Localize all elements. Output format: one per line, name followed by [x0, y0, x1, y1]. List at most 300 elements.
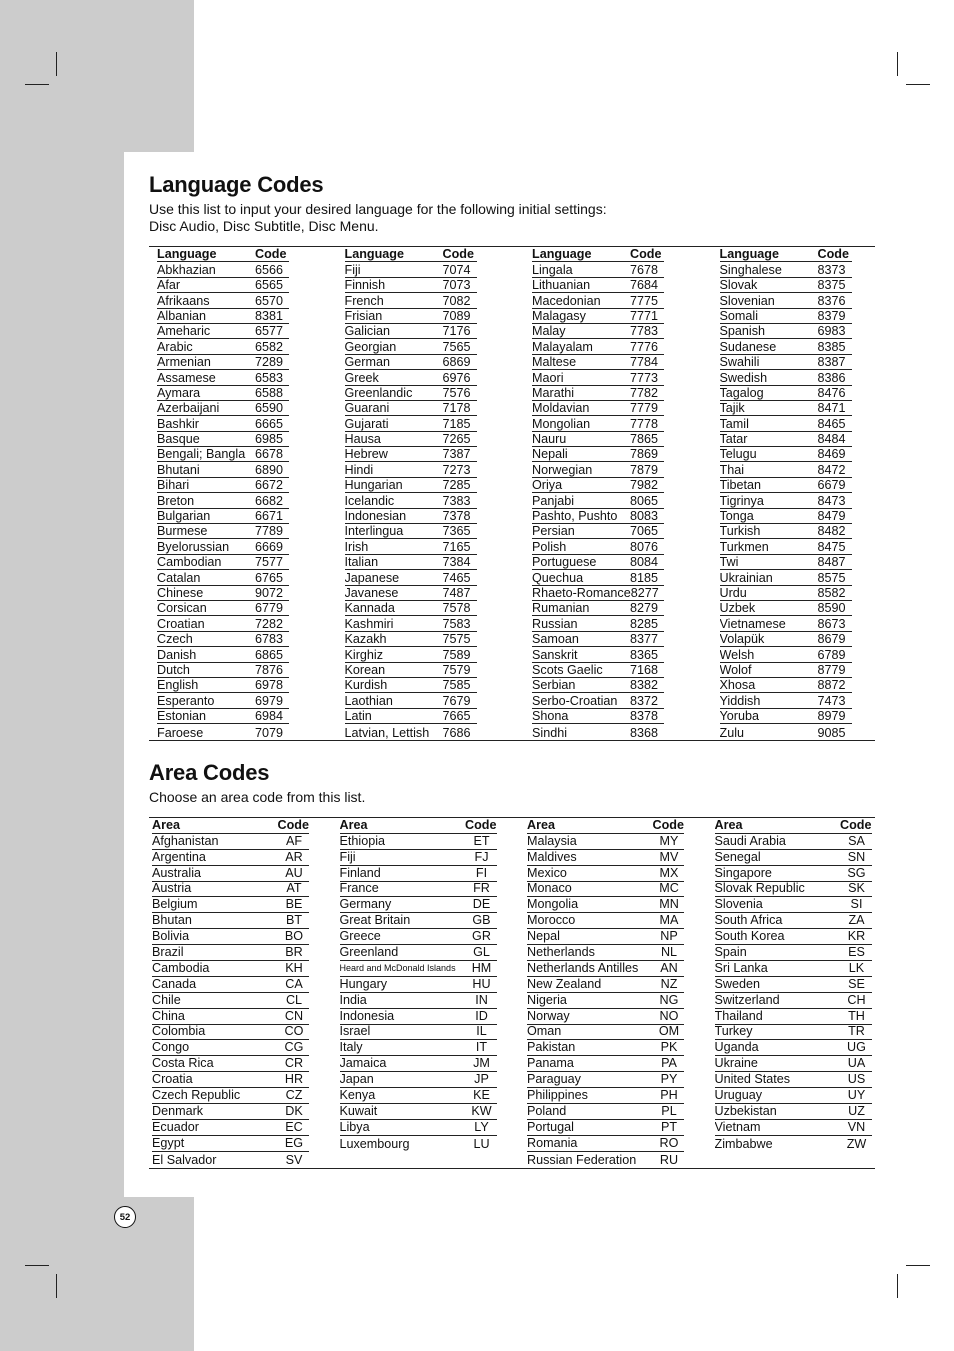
table-row	[345, 278, 477, 293]
language-code: 8285	[630, 616, 659, 631]
language-name: Czech	[157, 632, 193, 647]
area-name: Monaco	[527, 881, 572, 896]
language-code: 7387	[442, 447, 471, 462]
area-name: Uruguay	[714, 1088, 763, 1103]
language-name: Serbo-Croatian	[532, 693, 618, 708]
language-name: Hausa	[344, 432, 381, 447]
table-row	[527, 1120, 684, 1136]
language-name: Sindhi	[532, 725, 568, 740]
table-row	[720, 262, 852, 277]
language-name: Lithuanian	[532, 278, 591, 293]
area-name: Uzbekistan	[714, 1104, 777, 1118]
area-name: Greece	[339, 929, 381, 944]
language-name: Irish	[344, 539, 369, 554]
language-header-code: Code	[255, 247, 287, 262]
table-row	[345, 678, 477, 693]
language-name: Greenlandic	[344, 385, 413, 400]
table-row	[152, 961, 309, 977]
language-header-name: Language	[344, 247, 404, 262]
table-row	[157, 524, 289, 539]
language-code: 7273	[442, 462, 471, 477]
table-row	[152, 1040, 309, 1056]
area-code: SV	[285, 1152, 303, 1167]
language-code: 7089	[442, 308, 471, 323]
table-row	[527, 993, 684, 1009]
language-name: Tigrinya	[719, 493, 764, 508]
table-row	[340, 977, 497, 993]
language-code: 7778	[630, 416, 659, 431]
table-row	[345, 632, 477, 647]
area-name: Maldives	[527, 849, 577, 864]
table-row	[532, 386, 664, 401]
language-name: Marathi	[532, 385, 574, 400]
language-code: 8185	[630, 570, 659, 585]
area-code: SN	[847, 849, 866, 864]
table-row	[527, 1152, 684, 1168]
table-row	[345, 293, 477, 308]
language-code: 6588	[255, 385, 284, 400]
area-name: Turkey	[714, 1024, 753, 1039]
area-name: Saudi Arabia	[714, 833, 786, 848]
language-name: Aymara	[157, 385, 201, 400]
language-code: 8084	[630, 555, 659, 570]
language-name: Korean	[344, 662, 386, 677]
table-row	[345, 539, 477, 554]
language-code: 6779	[255, 601, 284, 616]
table-row	[345, 616, 477, 631]
area-name: Sweden	[714, 976, 761, 991]
area-name: Hungary	[339, 976, 388, 991]
area-header-name: Area	[714, 818, 743, 832]
language-name: Samoan	[532, 632, 579, 647]
language-name: Uzbek	[719, 601, 756, 616]
language-name: Slovak	[719, 278, 758, 293]
area-code: LY	[474, 1119, 489, 1134]
area-name: Cambodia	[152, 961, 210, 975]
table-row	[720, 355, 852, 370]
language-code: 7789	[255, 524, 284, 539]
table-row	[157, 478, 289, 493]
language-code: 7982	[630, 478, 659, 493]
area-name: Thailand	[714, 1008, 763, 1023]
area-code: JP	[474, 1072, 489, 1087]
table-row	[340, 913, 497, 929]
language-code: 7487	[442, 585, 471, 600]
area-name: China	[152, 1008, 185, 1023]
area-name: Italy	[339, 1040, 363, 1055]
language-code: 6682	[255, 493, 284, 508]
language-name: Shona	[532, 709, 569, 724]
area-name: Egypt	[152, 1135, 185, 1150]
language-name: Bulgarian	[157, 509, 211, 524]
area-code: PL	[661, 1104, 677, 1118]
area-code: HM	[471, 961, 492, 975]
area-name: Oman	[527, 1024, 562, 1039]
table-row	[527, 1088, 684, 1104]
language-name: Byelorussian	[157, 539, 230, 554]
table-row	[340, 1072, 497, 1088]
area-column	[524, 818, 687, 1168]
table-row	[532, 401, 664, 416]
language-name: Kirghiz	[344, 647, 383, 662]
language-name: Wolof	[719, 662, 752, 677]
table-row	[720, 401, 852, 416]
area-code: US	[847, 1072, 866, 1087]
language-code: 7783	[630, 324, 659, 339]
table-row	[532, 616, 664, 631]
area-column	[712, 818, 875, 1168]
language-code: 7869	[630, 447, 659, 462]
table-row	[157, 462, 289, 477]
table-row	[157, 678, 289, 693]
language-name: Greek	[344, 370, 379, 385]
table-row	[527, 850, 684, 866]
language-code: 7578	[442, 601, 471, 616]
table-row	[720, 432, 852, 447]
area-code: ZW	[846, 1136, 867, 1151]
table-row	[157, 709, 289, 724]
area-column	[149, 818, 312, 1168]
table-row	[532, 693, 664, 708]
table-row	[720, 632, 852, 647]
area-name: Afghanistan	[152, 833, 219, 848]
table-row	[532, 355, 664, 370]
language-name: Hebrew	[344, 447, 388, 462]
language-code: 8376	[817, 293, 846, 308]
language-name: Bhutani	[157, 462, 200, 477]
table-row	[715, 1120, 872, 1136]
table-row	[152, 977, 309, 993]
table-row	[532, 555, 664, 570]
language-code: 7576	[442, 385, 471, 400]
table-row	[157, 493, 289, 508]
language-code: 8377	[630, 632, 659, 647]
language-header-row	[720, 247, 852, 262]
table-row	[532, 663, 664, 678]
language-code: 8065	[630, 493, 659, 508]
table-row	[157, 616, 289, 631]
language-name: Tibetan	[719, 478, 762, 493]
language-name: Vietnamese	[719, 616, 786, 631]
language-name: Zulu	[719, 725, 744, 740]
table-row	[532, 309, 664, 324]
area-name: Chile	[152, 992, 181, 1007]
area-code: UG	[847, 1040, 866, 1055]
table-row	[715, 977, 872, 993]
language-name: Malay	[532, 324, 566, 339]
area-code: RO	[659, 1135, 679, 1150]
area-code: CH	[847, 992, 866, 1007]
area-name: Kenya	[339, 1088, 376, 1103]
area-name: Finland	[339, 865, 381, 880]
language-name: Albanian	[157, 308, 207, 323]
table-row	[157, 647, 289, 662]
table-row	[532, 493, 664, 508]
language-name: Afrikaans	[157, 293, 210, 308]
language-name: Mongolian	[532, 416, 591, 431]
table-row	[152, 1025, 309, 1041]
language-name: Maori	[532, 370, 564, 385]
area-code-table	[149, 817, 875, 1169]
language-name: Hindi	[344, 462, 374, 477]
language-name: Slovenian	[719, 293, 775, 308]
language-code: 8385	[817, 339, 846, 354]
area-name: Ethiopia	[339, 833, 386, 848]
language-name: Japanese	[344, 570, 400, 585]
table-row	[340, 1009, 497, 1025]
crop-mark	[897, 52, 898, 76]
table-row	[157, 570, 289, 585]
language-name: Corsican	[157, 601, 207, 616]
area-name: Romania	[527, 1135, 578, 1150]
area-code: ET	[473, 833, 490, 848]
table-row	[527, 1104, 684, 1120]
table-row	[527, 929, 684, 945]
area-code: FJ	[474, 849, 489, 864]
language-header-name: Language	[157, 247, 217, 262]
table-row	[720, 309, 852, 324]
language-name: German	[344, 355, 390, 370]
language-header-name: Language	[719, 247, 779, 262]
table-row	[340, 1136, 497, 1152]
area-name: South Africa	[714, 913, 783, 928]
table-row	[345, 462, 477, 477]
language-code: 7473	[817, 693, 846, 708]
area-name: Libya	[339, 1119, 370, 1134]
area-code: SA	[848, 833, 865, 848]
language-code: 6984	[255, 709, 284, 724]
area-header-code: Code	[652, 818, 684, 832]
language-code: 6678	[255, 447, 284, 462]
language-code: 8479	[817, 509, 846, 524]
area-name: Jamaica	[339, 1056, 387, 1071]
area-code: AR	[285, 849, 303, 864]
language-name: Singhalese	[719, 262, 782, 277]
table-row	[345, 493, 477, 508]
area-name: Ecuador	[152, 1119, 199, 1134]
language-code: 6869	[442, 355, 471, 370]
table-row	[157, 293, 289, 308]
language-code: 8387	[817, 355, 846, 370]
language-code: 7773	[630, 370, 659, 385]
area-name: Nepal	[527, 929, 560, 944]
language-code: 7378	[442, 509, 471, 524]
area-column	[337, 818, 500, 1168]
table-row	[157, 432, 289, 447]
area-name: Norway	[527, 1008, 570, 1023]
table-row	[157, 370, 289, 385]
area-name: South Korea	[714, 929, 785, 944]
language-name: Assamese	[157, 370, 216, 385]
area-code: MA	[659, 913, 679, 928]
area-header-row	[527, 818, 684, 834]
area-name: Luxembourg	[339, 1136, 410, 1151]
language-name: Tajik	[719, 401, 745, 416]
area-code: PT	[660, 1119, 678, 1134]
area-code: BO	[284, 929, 304, 944]
table-row	[340, 1088, 497, 1104]
area-name: Russian Federation	[527, 1152, 637, 1167]
area-name: Switzerland	[714, 992, 780, 1007]
language-code: 8482	[817, 524, 846, 539]
language-name: Dutch	[157, 662, 190, 677]
table-row	[715, 1025, 872, 1041]
table-row	[532, 339, 664, 354]
table-row	[345, 324, 477, 339]
table-row	[532, 539, 664, 554]
area-header-code: Code	[840, 818, 872, 832]
language-code: 8379	[817, 308, 846, 323]
area-name: Heard and McDonald Islands	[339, 962, 456, 973]
language-code: 8378	[630, 709, 659, 724]
table-row	[340, 1040, 497, 1056]
area-name: Brazil	[152, 945, 184, 960]
area-code: PK	[660, 1040, 678, 1055]
language-code: 7165	[442, 539, 471, 554]
area-code: CA	[285, 976, 303, 991]
language-name: Yoruba	[719, 709, 759, 724]
table-row	[715, 929, 872, 945]
area-code: NP	[660, 929, 678, 944]
area-code: CR	[284, 1056, 304, 1071]
language-name: Swedish	[719, 370, 768, 385]
table-row	[345, 370, 477, 385]
area-code: IT	[475, 1040, 488, 1055]
area-name: Panama	[527, 1056, 574, 1071]
language-column	[337, 247, 481, 740]
language-name: Tonga	[719, 509, 754, 524]
table-row	[715, 866, 872, 882]
language-name: Arabic	[157, 339, 193, 354]
area-code: MN	[659, 897, 679, 912]
table-row	[157, 509, 289, 524]
table-row	[345, 647, 477, 662]
table-row	[715, 1104, 872, 1120]
area-codes-intro: Choose an area code from this list.	[149, 789, 366, 805]
table-row	[715, 1072, 872, 1088]
table-row	[152, 1056, 309, 1072]
language-code: 6590	[255, 401, 284, 416]
area-name: Mexico	[527, 865, 567, 880]
table-row	[345, 601, 477, 616]
language-code: 7686	[442, 725, 471, 740]
area-name: United States	[714, 1072, 791, 1087]
language-name: Panjabi	[532, 493, 575, 508]
language-code: 8386	[817, 370, 846, 385]
area-name: India	[339, 992, 367, 1007]
language-code: 6665	[255, 416, 284, 431]
table-row	[152, 866, 309, 882]
table-row	[720, 493, 852, 508]
language-name: Portuguese	[532, 555, 597, 570]
area-code: ID	[475, 1008, 488, 1023]
table-row	[715, 850, 872, 866]
language-code: 7168	[630, 662, 659, 677]
area-name: Philippines	[527, 1088, 588, 1103]
language-codes-intro	[149, 201, 607, 235]
table-row	[340, 945, 497, 961]
table-row	[345, 663, 477, 678]
table-row	[345, 416, 477, 431]
table-row	[715, 1009, 872, 1025]
language-name: Yiddish	[719, 693, 761, 708]
language-name: Guarani	[344, 401, 390, 416]
area-name: Morocco	[527, 913, 576, 928]
table-row	[157, 355, 289, 370]
area-header-name: Area	[339, 818, 368, 832]
language-code: 7074	[442, 262, 471, 277]
table-row	[720, 709, 852, 724]
table-row	[345, 262, 477, 277]
table-row	[340, 1025, 497, 1041]
area-code: NG	[659, 992, 679, 1007]
table-row	[527, 961, 684, 977]
language-code: 8475	[817, 539, 846, 554]
language-column	[524, 247, 668, 740]
table-row	[152, 1088, 309, 1104]
language-name: Turkish	[719, 524, 761, 539]
language-name: Estonian	[157, 709, 207, 724]
language-name: Pashto, Pushto	[532, 509, 618, 524]
area-code: EG	[284, 1135, 304, 1150]
language-code: 8872	[817, 678, 846, 693]
table-row	[527, 1056, 684, 1072]
language-code: 8469	[817, 447, 846, 462]
area-code: FI	[475, 865, 488, 880]
language-code: 8473	[817, 493, 846, 508]
language-name: Macedonian	[532, 293, 601, 308]
area-code: UA	[847, 1056, 866, 1071]
table-row	[715, 945, 872, 961]
language-code: 6582	[255, 339, 284, 354]
area-code: CN	[284, 1008, 304, 1023]
language-code: 8673	[817, 616, 846, 631]
language-code: 6865	[255, 647, 284, 662]
language-name: Ameharic	[157, 324, 211, 339]
language-name: Latin	[344, 709, 372, 724]
language-column	[712, 247, 856, 740]
area-code: DE	[472, 897, 491, 912]
area-name: Australia	[152, 865, 201, 880]
area-name: Colombia	[152, 1024, 206, 1039]
area-code: KW	[471, 1104, 492, 1118]
table-row	[340, 1120, 497, 1136]
area-name: Spain	[714, 945, 747, 960]
language-code: 6976	[442, 370, 471, 385]
language-name: Cambodian	[157, 555, 222, 570]
table-row	[720, 678, 852, 693]
language-code: 7589	[442, 647, 471, 662]
table-row	[532, 601, 664, 616]
table-row	[527, 1009, 684, 1025]
crop-mark	[56, 52, 57, 76]
area-name: Mongolia	[527, 897, 579, 912]
language-code: 7775	[630, 293, 659, 308]
table-row	[152, 897, 309, 913]
language-name: Armenian	[157, 355, 211, 370]
area-code: SK	[848, 881, 865, 896]
table-row	[527, 1025, 684, 1041]
table-row	[720, 386, 852, 401]
language-code: 8582	[817, 585, 846, 600]
language-name: Polish	[532, 539, 567, 554]
language-code: 7265	[442, 432, 471, 447]
language-code: 8487	[817, 555, 846, 570]
table-row	[720, 693, 852, 708]
language-name: Bihari	[157, 478, 190, 493]
area-code: UZ	[848, 1104, 865, 1118]
language-name: Esperanto	[157, 693, 215, 708]
